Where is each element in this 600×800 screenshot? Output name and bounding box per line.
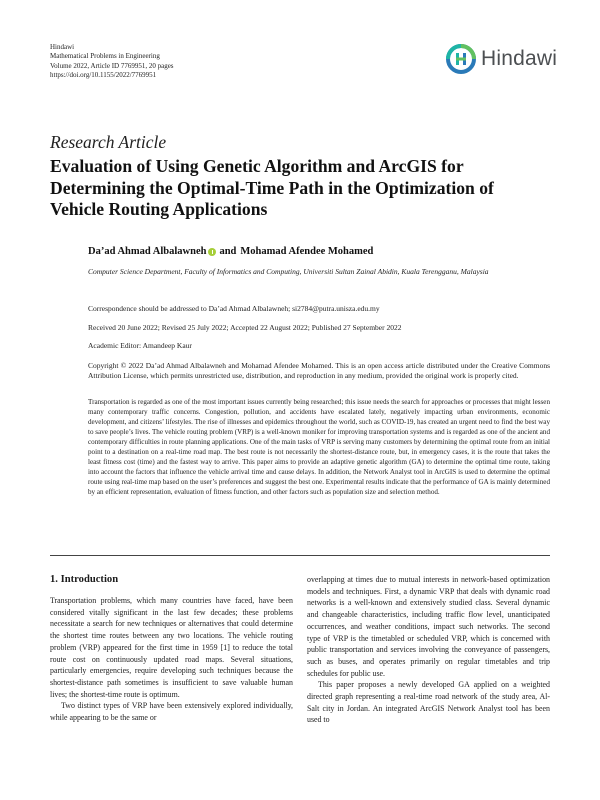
hindawi-logo[interactable] [446,44,557,74]
paragraph: This paper proposes a newly developed GA applied on a weighted directed graph representing a real-time road network of the study area, Al-Salt city in Jordan. An integrated ArcGIS Network Analyst tool has been used to [307,680,550,725]
journal-meta [50,43,174,80]
paragraph: Two distinct types of VRP have been extensively explored individually, while appearing to be the same or [50,701,293,723]
hindawi-logo-icon [446,44,476,74]
column-right [307,574,550,726]
article-type: Research Article [50,132,167,152]
journal-name: Mathematical Problems in Engineering [50,52,160,61]
correspondence: Correspondence should be addressed to Da’ad Ahmad Albalawneh; si2784@putra.unisza.edu.my [88,304,380,313]
author-first[interactable]: Da’ad Ahmad Albalawneh [88,246,207,257]
hindawi-logo-text: Hindawi [481,47,558,70]
volume-info: Volume 2022, Article ID 7769951, 20 pages [50,61,174,70]
publication-dates: Received 20 June 2022; Revised 25 July 2022; Accepted 22 August 2022; Published 27 September 2022 [88,323,402,332]
orcid-icon[interactable] [208,248,216,256]
section-divider [50,555,550,556]
academic-editor: Academic Editor: Amandeep Kaur [88,341,192,350]
publisher-name: Hindawi [50,43,75,51]
affiliation: Computer Science Department, Faculty of Informatics and Computing, Universiti Sultan Zainal Abidin, Kuala Terengganu, Malaysia [88,267,489,276]
column-left [50,574,293,724]
copyright-notice: Copyright © 2022 Da’ad Ahmad Albalawneh and Mohamad Afendee Mohamed. This is an open access article distributed under the Creative Commons Attribution License, which permits unrestricted use, distribution, and reproduction in any medium, provided the original work is properly cited. [88,361,550,380]
section-heading: 1. Introduction [50,574,119,585]
paragraph: overlapping at times due to mutual interests in network-based optimization models and techniques. First, a dynamic VRP that deals with dynamic road networks is a well-known and extensively studied class. Several dynamic and changeable characteristics, including traffic flow level, unanticipated occurrences, and weather conditions, impact such networks. The second type of VRP is the timetabled or scheduled VRP, which is concerned with public transportation and services involving the conveyance of passengers, such as buses, and operates primarily on regular timetables and trip schedules for public use. [307,575,550,678]
doi-link[interactable]: https://doi.org/10.1155/2022/7769951 [50,70,157,79]
author-list [88,246,373,257]
author-connector: and [219,246,237,257]
paper-title: Evaluation of Using Genetic Algorithm and ArcGIS for Determining the Optimal-Time Path in the Optimization of Vehicle Routing Applications [50,156,494,219]
abstract: Transportation is regarded as one of the most important issues currently being researched; this issue needs the search for approaches or processes that might lessen many contemporary traffic concerns. Congestion, pollution, and accidents have escalated lately, negatively impacting urban environments, economic development, and citizens’ lifestyles. The rise of illnesses and epidemics throughout the world, such as COVID-19, has created an urgent need to find the best way to save people’s lives. The vehicle routing problem (VRP) is a well-known moniker for improving transportation systems and is regarded as one of the ancient and contemporary difficulties in route planning applications. One of the main tasks of VRP is serving many customers by determining the optimal route from an initial point to a destination on a real-time road map. The best route is not necessarily the shortest-distance route, but, in emergency cases, it is the route that takes the least fitness cost (time) and the fastest way to arrive. This paper aims to provide an adaptive genetic algorithm (GA) to determine the optimal time route, taking into account the factors that influence the vehicle arrival time and cause delays. In addition, the Network Analyst tool in ArcGIS is used to determine the optimal route using real-time map based on the user’s preferences and suggest the best one. Experimental results indicate that the performance of GA is mainly determined by an efficient representation, evaluation of fitness function, and other factors such as population size and selection method. [88,398,550,496]
paragraph: Transportation problems, which many countries have faced, have been considered vitally significant in the last few decades; these problems necessitate a search for new techniques or alternatives that could determine the shortest time routes between any two locations. The vehicle routing problem (VRP) appeared for the first time in 1959 [1] to reduce the total route cost on continuously updated road maps. Several situations, particularly emergencies, require developing such techniques because the shortest-distance path sometimes is insufficient to save valuable human lives; the shortest-time route is optimum. [50,596,293,699]
author-second[interactable]: Mohamad Afendee Mohamed [240,246,374,257]
